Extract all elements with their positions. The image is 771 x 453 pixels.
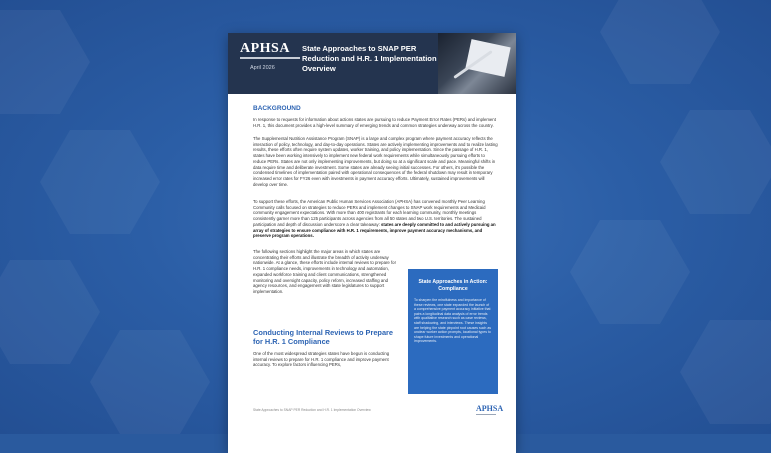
background-heading: BACKGROUND	[253, 105, 301, 112]
document-date: April 2026	[250, 65, 275, 71]
callout-body: To sharpen the mindfulness and importance of these reviews, one state expanded the launch of a comprehensive payment accuracy initiative that pairs a longitudinal data analysis of error trends with qualitative research such as case reviews, staff shadowing, and interviews. These insights are helping the state pinpoint root causes such as unclear worker action prompts, locational types to shape future investments and operational improvements.	[414, 298, 492, 344]
paragraph-snap: The Supplemental Nutrition Assistance Program (SNAP) is a large and complex program where payment accuracy reflects the interaction of policy, technology, and day-to-day operations. States are actively implementing improvements and to realize lasting results, these efforts often require system updates, worker training, and policy implementation. Since the passage of H.R. 1, states have been working intensively to implement new federal work requirements while simultaneously pursuing efforts to reduce PERs. States are not only implementing improvements, but doing so at a significant scale and pace. Meaningful shifts in data require time and deliberate investment. Some states are already seeing initial successes. For others, it's possible the condensed timelines of implementation paired with operational consequences of the federal shutdown may result in temporary increased error rates for FY26 even with investments in payment accuracy efforts. Ultimately, sustained improvements will develop over time.	[253, 136, 498, 187]
callout-box	[408, 269, 498, 394]
paragraph-support-bold: states are deeply committed to and actively pursuing an array of strategies to ensure compliance with H.R. 1 requirements, improve payment accuracy mechanisms, and preserve program operations.	[253, 221, 496, 239]
paragraph-support-text: To support these efforts, the American Public Human Services Association (APHSA) has convened monthly Peer Learning Community calls focused on strategies to reduce PERs and implement changes to SNAP work requirements and Medicaid community engagement expectations. With more than 400 registrants for each learning community, monthly meetings consistently garner more than 125 participants across agencies from all 50 states and two U.S. territories. The sustained participation and depth of discussion underscore a clear takeaway:	[253, 199, 486, 227]
callout-title: State Approaches in Action: Compliance	[418, 279, 488, 292]
document-page	[228, 33, 516, 453]
header-photo	[438, 33, 516, 94]
paragraph-internal-reviews: One of the most widespread strategies states have begun is conducting internal reviews to prepare for H.R. 1 compliance and improve payment accuracy. To explore factors influencing PERs,	[253, 351, 390, 368]
document-title: State Approaches to SNAP PER Reduction and H.R. 1 Implementation Overview	[302, 44, 437, 73]
paper-shape	[465, 39, 510, 77]
aphsa-logo: APHSA	[240, 41, 290, 56]
internal-reviews-heading: Conducting Internal Reviews to Prepare for H.R. 1 Compliance	[253, 328, 394, 346]
paragraph-support	[253, 199, 498, 239]
paragraph-sections: The following sections highlight the major areas in which states are concentrating their efforts and illustrate the breadth of activity underway nationwide. At a glance, these efforts include internal reviews to prepare for H.R. 1 compliance needs, improvements in technology and automation, expanded workforce training and client communications, strengthened monitoring and oversight capacity, policy reform, increased staffing and agency resources, and engagement with state legislatures to support implementation.	[253, 249, 396, 294]
logo-underline	[240, 57, 300, 59]
footer-logo-underline	[476, 414, 496, 415]
footer-logo: APHSA	[476, 404, 504, 413]
document-header	[228, 33, 516, 94]
paragraph-intro: In response to requests for information about actions states are pursuing to reduce Payment Error Rates (PERs) and implement H.R. 1, this document provides a high-level summary of emerging trends and common strategies underway across the country.	[253, 117, 496, 128]
page-footer: State Approaches to SNAP PER Reduction and H.R. 1 Implementation Overview	[253, 408, 371, 412]
